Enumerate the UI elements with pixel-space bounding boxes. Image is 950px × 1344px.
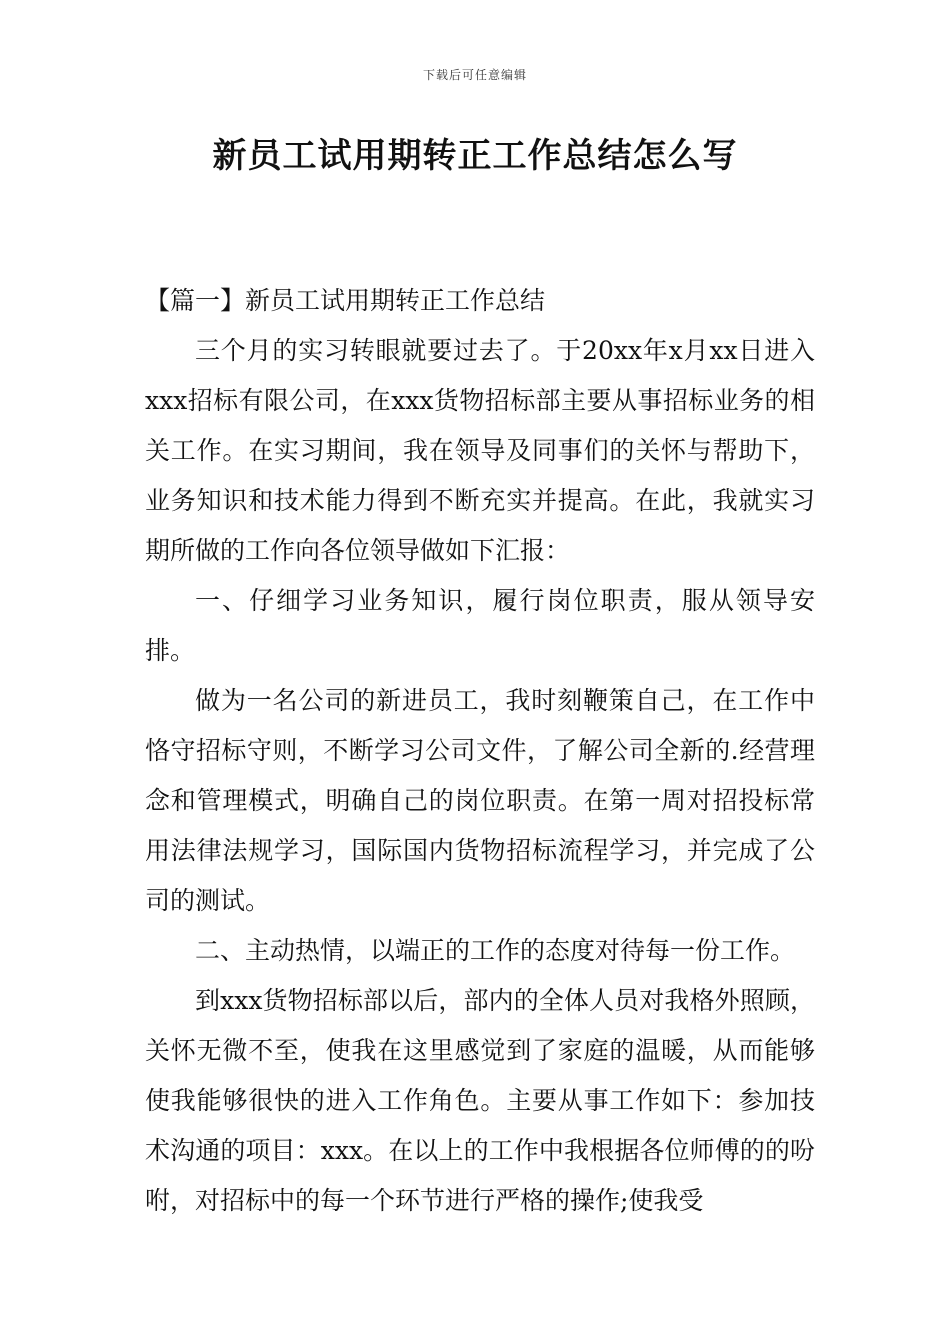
header-note: 下载后可任意编辑	[422, 68, 527, 82]
paragraph-point-two-heading: 二、主动热情，以端正的工作的态度对待每一份工作。	[195, 936, 796, 965]
paragraph-point-one-body: 做为一名公司的新进员工，我时刻鞭策自己，在工作中恪守招标守则，不断学习公司文件，了解公司全新的.经营理念和管理模式，明确自己的岗位职责。在第一周对招投标常用法律法规学习，国际国内货物招标流程学习，并完成了公司的测试。	[145, 686, 815, 915]
paragraph-point-one-heading: 一、仔细学习业务知识，履行岗位职责，服从领导安排。	[145, 586, 815, 665]
paragraph-intro: 三个月的实习转眼就要过去了。于20xx年x月xx日进入xxx招标有限公司，在xxx货物招标部主要从事招标业务的相关工作。在实习期间，我在领导及同事们的关怀与帮助下，业务知识和技术能力得到不断充实并提高。在此，我就实习期所做的工作向各位领导做如下汇报：	[145, 336, 815, 565]
paragraph-point-two-body: 到xxx货物招标部以后，部内的全体人员对我格外照顾，关怀无微不至，使我在这里感觉到了家庭的温暖，从而能够使我能够很快的进入工作角色。主要从事工作如下：参加技术沟通的项目：xxx。在以上的工作中我根据各位师傅的的吩咐，对招标中的每一个环节进行严格的操作;使我受	[145, 986, 815, 1215]
document-body	[145, 276, 815, 1226]
section-heading: 【篇一】新员工试用期转正工作总结	[145, 286, 546, 315]
document-title: 新员工试用期转正工作总结怎么写	[212, 136, 738, 176]
